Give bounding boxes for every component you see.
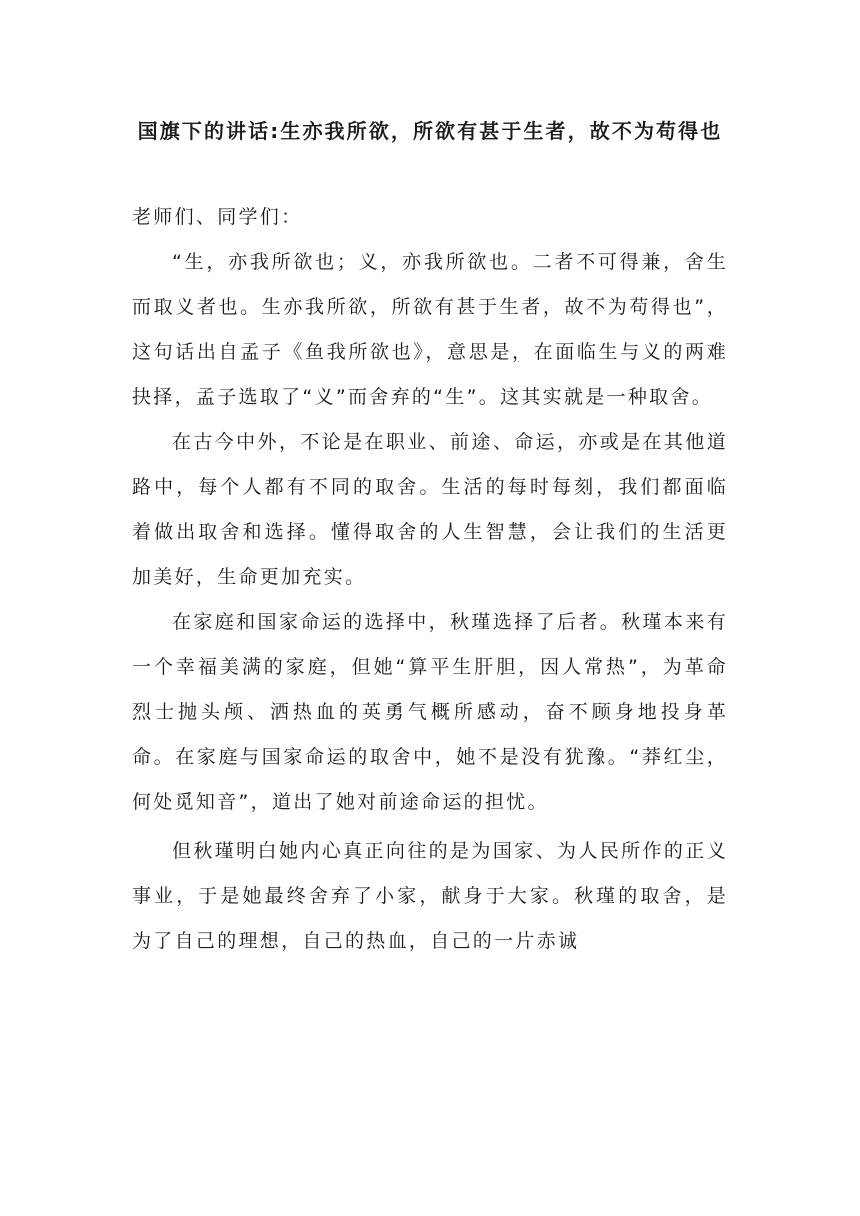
paragraph-4: 但秋瑾明白她内心真正向往的是为国家、为人民所作的正义事业，于是她最终舍弃了小家，献身于大家。秋瑾的取舍，是为了自己的理想，自己的热血，自己的一片赤诚 bbox=[132, 840, 728, 952]
paragraph-3: 在家庭和国家命运的选择中，秋瑾选择了后者。秋瑾本来有一个幸福美满的家庭，但她“算平生肝胆，因人常热”，为革命烈士抛头颅、洒热血的英勇气概所感动，奋不顾身地投身革命。在家庭与国家命运的取舍中，她不是没有犹豫。“莽红尘，何处觅知音”，道出了她对前途命运的担忧。 bbox=[132, 611, 728, 813]
paragraph-1: “生，亦我所欲也；义，亦我所欲也。二者不可得兼，舍生而取义者也。生亦我所欲，所欲有甚于生者，故不为苟得也”，这句话出自孟子《鱼我所欲也》，意思是，在面临生与义的两难抉择，孟子选取了“义”而舍弃的“生”。这其实就是一种取舍。 bbox=[132, 251, 728, 408]
paragraph-2: 在古今中外，不论是在职业、前途、命运，亦或是在其他道路中，每个人都有不同的取舍。生活的每时每刻，我们都面临着做出取舍和选择。懂得取舍的人生智慧，会让我们的生活更加美好，生命更加充实。 bbox=[132, 431, 728, 588]
greeting: 老师们、同学们： bbox=[132, 206, 303, 228]
document-title: 国旗下的讲话:生亦我所欲，所欲有甚于生者，故不为苟得也 bbox=[137, 119, 723, 143]
document-body bbox=[132, 195, 728, 964]
